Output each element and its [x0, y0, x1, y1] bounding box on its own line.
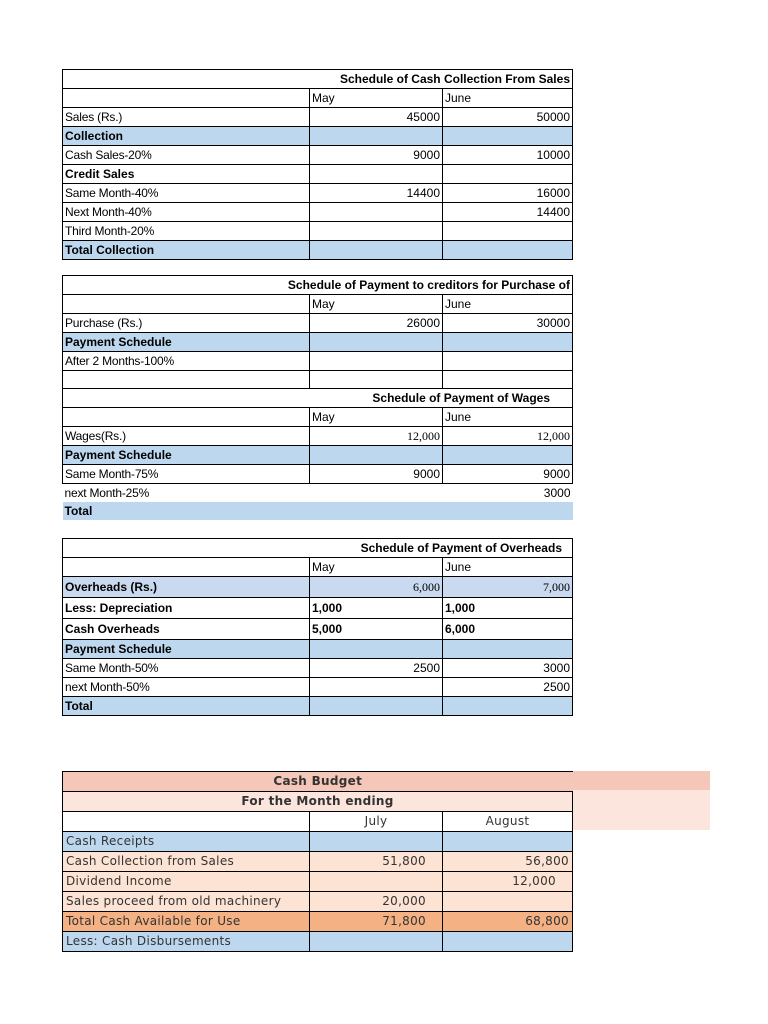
july-value	[310, 872, 443, 892]
header-blank	[63, 89, 310, 108]
month-july: July	[310, 812, 443, 832]
row-label: Payment Schedule	[63, 333, 310, 352]
overheads-title: Schedule of Payment of Overheads	[360, 541, 562, 555]
june-value: 16000	[443, 184, 573, 203]
row-label: Next Month-40%	[63, 203, 310, 222]
blank-cell	[443, 371, 573, 389]
june-value: 7,000	[443, 577, 573, 598]
june-value: 3000	[543, 486, 571, 500]
row-label: Sales (Rs.)	[63, 108, 310, 127]
july-value: 20,000	[310, 892, 443, 912]
row-label: Cash Overheads	[63, 619, 310, 640]
may-value	[310, 222, 443, 241]
june-value: 1,000	[443, 598, 573, 619]
row-label: Collection	[63, 127, 310, 146]
row-label: Sales proceed from old machinery	[63, 892, 310, 912]
row-label: Dividend Income	[63, 872, 310, 892]
june-value	[443, 640, 573, 659]
june-value	[443, 446, 573, 465]
header-blank	[63, 408, 310, 427]
august-value: 68,800	[443, 912, 573, 932]
july-value: 71,800	[310, 912, 443, 932]
blank-cell	[63, 371, 310, 389]
header-blank	[63, 295, 310, 314]
creditors-schedule	[62, 275, 573, 520]
may-value: 2500	[310, 659, 443, 678]
june-value: 50000	[443, 108, 573, 127]
month-june: June	[443, 558, 573, 577]
month-may: May	[310, 89, 443, 108]
row-label: Third Month-20%	[63, 222, 310, 241]
may-value: 14400	[310, 184, 443, 203]
row-label: next Month-50%	[63, 678, 310, 697]
may-value	[310, 446, 443, 465]
month-june: June	[443, 295, 573, 314]
june-value: 6,000	[443, 619, 573, 640]
row-label: Wages(Rs.)	[63, 427, 310, 446]
may-value	[310, 203, 443, 222]
june-value: 30000	[443, 314, 573, 333]
may-value: 45000	[310, 108, 443, 127]
row-label: Total Collection	[63, 241, 310, 260]
creditors-title: Schedule of Payment to creditors for Purchase of	[287, 278, 570, 292]
month-june: June	[443, 408, 573, 427]
may-value: 9000	[310, 146, 443, 165]
cash-collection-title: Schedule of Cash Collection From Sales	[339, 72, 570, 86]
row-label: Total	[64, 504, 93, 518]
row-label: Overheads (Rs.)	[63, 577, 310, 598]
month-august: August	[443, 812, 573, 832]
row-label: Same Month-40%	[63, 184, 310, 203]
june-value	[443, 127, 573, 146]
june-value	[443, 165, 573, 184]
cash-collection-schedule	[62, 69, 573, 260]
may-value	[310, 502, 443, 520]
june-value: 3000	[443, 659, 573, 678]
may-value	[310, 640, 443, 659]
may-value	[310, 127, 443, 146]
july-value: 51,800	[310, 852, 443, 872]
june-value	[443, 697, 573, 716]
row-label: Cash Sales-20%	[63, 146, 310, 165]
may-value: 1,000	[310, 598, 443, 619]
may-value	[310, 678, 443, 697]
wages-title: Schedule of Payment of Wages	[372, 391, 550, 405]
row-label: Purchase (Rs.)	[63, 314, 310, 333]
august-value: 56,800	[443, 852, 573, 872]
row-label: Cash Collection from Sales	[63, 852, 310, 872]
june-value	[443, 502, 573, 520]
august-value: 12,000	[443, 872, 573, 892]
cash-budget-subtitle: For the Month ending	[63, 792, 573, 812]
overheads-schedule	[62, 538, 573, 716]
cash-budget-title: Cash Budget	[63, 772, 573, 792]
july-value	[310, 932, 443, 952]
row-label: Less: Depreciation	[63, 598, 310, 619]
june-value	[443, 222, 573, 241]
row-label: After 2 Months-100%	[63, 352, 310, 371]
month-may: May	[310, 558, 443, 577]
row-label: Same Month-50%	[63, 659, 310, 678]
row-label: Less: Cash Disbursements	[63, 932, 310, 952]
august-value	[443, 932, 573, 952]
cash-budget	[62, 771, 573, 952]
header-blank	[63, 558, 310, 577]
june-value: 14400	[443, 203, 573, 222]
may-value	[310, 333, 443, 352]
row-label: Credit Sales	[63, 165, 310, 184]
month-may: May	[310, 295, 443, 314]
row-label: Total	[63, 697, 310, 716]
june-value: 12,000	[443, 427, 573, 446]
may-value: 9000	[310, 465, 443, 484]
june-value: 2500	[443, 678, 573, 697]
may-value: 26000	[310, 314, 443, 333]
row-label: Cash Receipts	[63, 832, 310, 852]
month-may: May	[310, 408, 443, 427]
may-value	[310, 484, 443, 503]
row-label: Payment Schedule	[63, 446, 310, 465]
may-value	[310, 697, 443, 716]
subheader-extension	[572, 790, 710, 830]
may-value	[310, 165, 443, 184]
row-label: Same Month-75%	[63, 465, 310, 484]
row-label: Payment Schedule	[63, 640, 310, 659]
may-value: 5,000	[310, 619, 443, 640]
may-value: 12,000	[310, 427, 443, 446]
row-label: Total Cash Available for Use	[63, 912, 310, 932]
row-label: next Month-25%	[64, 486, 150, 500]
july-value	[310, 832, 443, 852]
august-value	[443, 832, 573, 852]
may-value	[310, 352, 443, 371]
header-extension	[572, 771, 710, 790]
june-value	[443, 241, 573, 260]
may-value: 6,000	[310, 577, 443, 598]
month-june: June	[443, 89, 573, 108]
may-value	[310, 241, 443, 260]
blank-cell	[310, 371, 443, 389]
june-value	[443, 352, 573, 371]
june-value: 9000	[443, 465, 573, 484]
june-value	[443, 333, 573, 352]
june-value: 10000	[443, 146, 573, 165]
august-value	[443, 892, 573, 912]
header-blank	[63, 812, 310, 832]
